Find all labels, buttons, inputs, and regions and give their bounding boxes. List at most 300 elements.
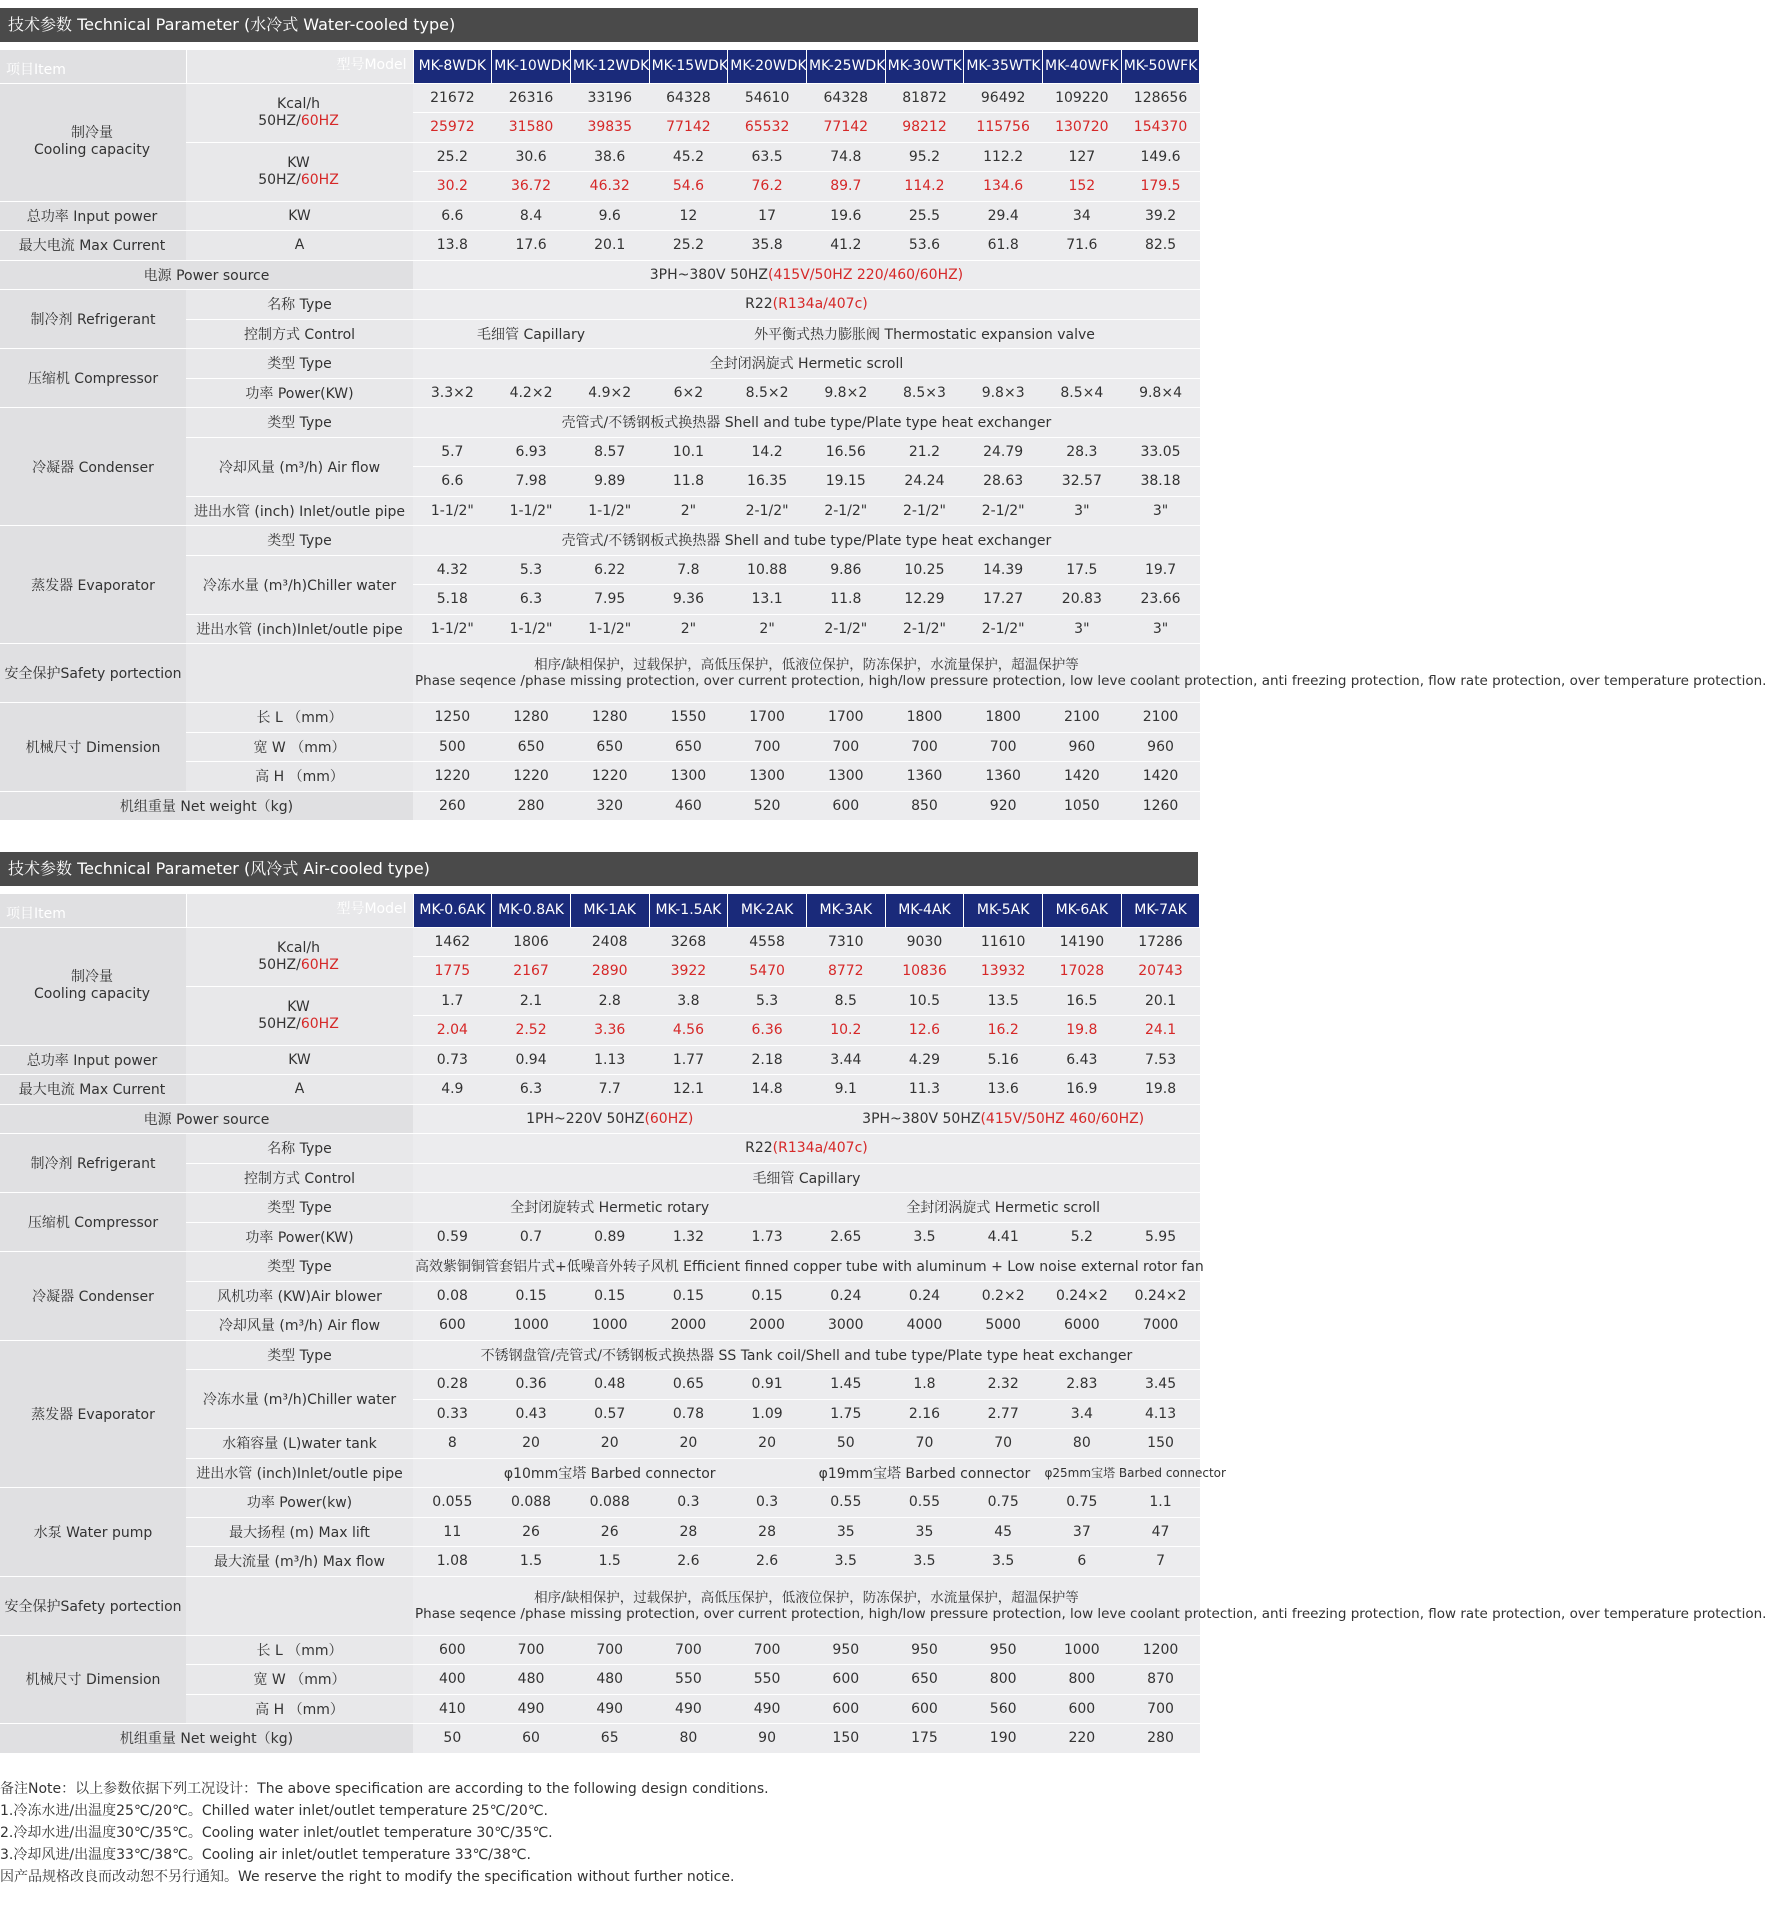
item-header [0, 894, 186, 927]
value-cell: 2100 [1043, 703, 1122, 733]
group-label: 蒸发器 Evaporator [0, 1340, 186, 1488]
value-cell-60hz: 36.72 [492, 172, 571, 202]
value-cell: 64328 [806, 83, 885, 113]
hz50-label: 50HZ/ [258, 112, 301, 129]
value-cell: 12.1 [649, 1075, 728, 1105]
hz50-label: 50HZ/ [258, 1015, 301, 1032]
value-cell: 2100 [1121, 703, 1200, 733]
hz-label [186, 957, 411, 974]
value-cell: 1.1 [1121, 1488, 1200, 1518]
sub-label: 名称 Type [186, 1134, 413, 1164]
hz50-label: 50HZ/ [258, 171, 301, 188]
value-cell: 1000 [1043, 1635, 1122, 1665]
value-cell: 112.2 [964, 142, 1043, 172]
value-cell: 260 [413, 791, 492, 821]
value-cell: 0.59 [413, 1222, 492, 1252]
value-cell: 63.5 [728, 142, 807, 172]
value-cell: 20 [570, 1429, 649, 1459]
power-main: 3PH~380V 50HZ [649, 266, 769, 283]
design-notes [0, 1778, 1190, 1888]
value-cell: 0.3 [728, 1488, 807, 1518]
value-cell: 8.5×4 [1043, 378, 1122, 408]
pump-power-row [0, 1488, 1200, 1518]
value-cell: 600 [806, 791, 885, 821]
value-cell: 600 [806, 1694, 885, 1724]
value-cell: 28.3 [1043, 437, 1122, 467]
value-cell: 19.7 [1121, 555, 1200, 585]
value-cell: 1.45 [806, 1370, 885, 1400]
value-cell: 2408 [570, 927, 649, 957]
value-cell: 0.3 [649, 1488, 728, 1518]
sub-label: 高 H （mm） [186, 762, 413, 792]
value-cell-60hz: 17028 [1043, 957, 1122, 987]
value-cell: 490 [492, 1694, 571, 1724]
model-name: MK-2AK [728, 894, 807, 927]
model-name: MK-30WTK [885, 50, 964, 83]
power2-main: 3PH~380V 50HZ [862, 1110, 981, 1127]
value-cell-60hz: 2.04 [413, 1016, 492, 1046]
value-cell: 0.55 [806, 1488, 885, 1518]
evaporator-type: 不锈钢盘管/壳管式/不锈钢板式换热器 SS Tank coil/Shell and tube type/Plate type heat exchanger [480, 1347, 1133, 1364]
control: 毛细管 Capillary [752, 1170, 861, 1187]
value-cell: 1-1/2" [570, 614, 649, 644]
value-cell: 1220 [570, 762, 649, 792]
model-name: MK-25WDK [806, 50, 885, 83]
pipe-b: φ19mm宝塔 Barbed connector [818, 1465, 1031, 1482]
value-cell: 21.2 [885, 437, 964, 467]
safety-text [413, 644, 1766, 703]
value-cell: 520 [728, 791, 807, 821]
control-value [413, 1163, 1200, 1193]
sub-label: 名称 Type [186, 290, 413, 320]
value-cell: 700 [885, 732, 964, 762]
value-cell: 60 [492, 1724, 571, 1754]
value-cell: 13.1 [728, 585, 807, 615]
value-cell: 17286 [1121, 927, 1200, 957]
value-cell: 1-1/2" [492, 614, 571, 644]
value-cell: 6.3 [492, 1075, 571, 1105]
unit-cell [186, 142, 413, 201]
refrigerant-value [413, 290, 1200, 320]
value-cell: 1550 [649, 703, 728, 733]
power-source-value-3ph [806, 1104, 1199, 1134]
value-cell: 3.5 [806, 1547, 885, 1577]
value-cell: 0.08 [413, 1281, 492, 1311]
weight-row [0, 791, 1200, 821]
value-cell-60hz: 3922 [649, 957, 728, 987]
value-cell: 600 [806, 1665, 885, 1695]
pipe-value-c: φ25mm宝塔 Barbed connector [1043, 1458, 1200, 1488]
value-cell: 0.75 [964, 1488, 1043, 1518]
value-cell: 1700 [728, 703, 807, 733]
value-cell-60hz: 77142 [806, 113, 885, 143]
condenser-type-row [0, 408, 1200, 438]
value-cell: 1.7 [413, 986, 492, 1016]
value-cell: 1.08 [413, 1547, 492, 1577]
compressor-type-row [0, 349, 1200, 379]
value-cell: 35.8 [728, 231, 807, 261]
group-label: 水泵 Water pump [0, 1488, 186, 1577]
value-cell: 24.79 [964, 437, 1043, 467]
unit-cell [186, 986, 413, 1045]
value-cell: 50 [806, 1429, 885, 1459]
value-cell: 17.27 [964, 585, 1043, 615]
value-cell: 1300 [806, 762, 885, 792]
value-cell: 3.4 [1043, 1399, 1122, 1429]
value-cell-60hz: 24.1 [1121, 1016, 1200, 1046]
weight-label: 机组重量 Net weight（kg) [0, 791, 413, 821]
value-cell: 16.5 [1043, 986, 1122, 1016]
value-cell: 19.15 [806, 467, 885, 497]
value-cell: 37 [1043, 1517, 1122, 1547]
model-name: MK-0.6AK [413, 894, 492, 927]
value-cell: 1360 [885, 762, 964, 792]
value-cell: 9.8×2 [806, 378, 885, 408]
value-cell: 0.15 [570, 1281, 649, 1311]
value-cell: 109220 [1043, 83, 1122, 113]
condenser-type: 高效紫铜铜管套铝片式+低噪音外转子风机 Efficient finned copper tube with aluminum + Low noise external rotor fan [415, 1259, 1204, 1276]
model-header [186, 50, 413, 83]
value-cell: 35 [885, 1517, 964, 1547]
sub-label: 类型 Type [186, 1193, 413, 1223]
value-cell-60hz: 30.2 [413, 172, 492, 202]
value-cell: 0.78 [649, 1399, 728, 1429]
value-cell: 2-1/2" [728, 496, 807, 526]
model-header-label: 型号Model [336, 901, 407, 917]
value-cell: 4.32 [413, 555, 492, 585]
value-cell: 7000 [1121, 1311, 1200, 1341]
power-source-row [0, 1104, 1200, 1134]
group-label: 制冷剂 Refrigerant [0, 1134, 186, 1193]
safety-en: Phase seqence /phase missing protection, over current protection, high/low pressure protection, low leve coolant protection, anti freezing protection, flow rate protection, over temperature protection. [415, 1605, 1766, 1622]
value-cell: 20 [728, 1429, 807, 1459]
value-cell: 34 [1043, 201, 1122, 231]
value-cell: 1.75 [806, 1399, 885, 1429]
model-header-label: 型号Model [336, 57, 407, 73]
sub-label: 控制方式 Control [186, 1163, 413, 1193]
value-cell: 7.7 [570, 1075, 649, 1105]
value-cell: 700 [728, 1635, 807, 1665]
value-cell: 9.89 [570, 467, 649, 497]
value-cell: 1.5 [570, 1547, 649, 1577]
unit-label: KW [287, 998, 310, 1015]
value-cell: 38.6 [570, 142, 649, 172]
model-name: MK-8WDK [413, 50, 492, 83]
value-cell: 1220 [492, 762, 571, 792]
value-cell: 1700 [806, 703, 885, 733]
value-cell-60hz: 10836 [885, 957, 964, 987]
value-cell: 19.8 [1121, 1075, 1200, 1105]
value-cell: 1360 [964, 762, 1043, 792]
value-cell: 1300 [728, 762, 807, 792]
value-cell: 2" [649, 496, 728, 526]
refrigerant-alt: (R134a/407c) [772, 1140, 868, 1157]
value-cell: 2.6 [728, 1547, 807, 1577]
value-cell: 870 [1121, 1665, 1200, 1695]
value-cell: 4.9 [413, 1075, 492, 1105]
value-cell: 0.43 [492, 1399, 571, 1429]
cooling-label-en: Cooling capacity [34, 986, 150, 1002]
value-cell-60hz: 98212 [885, 113, 964, 143]
value-cell-60hz: 115756 [964, 113, 1043, 143]
value-cell-60hz: 13932 [964, 957, 1043, 987]
model-name: MK-35WTK [964, 50, 1043, 83]
value-cell: 10.1 [649, 437, 728, 467]
refrigerant-type-row [0, 1134, 1200, 1164]
hz-label [186, 1016, 411, 1033]
model-name: MK-15WDK [649, 50, 728, 83]
value-cell: 5.2 [1043, 1222, 1122, 1252]
value-cell: 0.28 [413, 1370, 492, 1400]
value-cell: 45 [964, 1517, 1043, 1547]
control-b: 外平衡式热力膨胀阀 Thermostatic expansion valve [754, 326, 1095, 343]
sub-label: 风机功率 (KW)Air blower [186, 1281, 413, 1311]
value-cell: 1000 [492, 1311, 571, 1341]
value-cell: 10.88 [728, 555, 807, 585]
group-label: 制冷剂 Refrigerant [0, 290, 186, 349]
value-cell: 2-1/2" [806, 496, 885, 526]
cooling-capacity-label [0, 927, 186, 1045]
sub-label: 功率 Power(kw) [186, 1488, 413, 1518]
value-cell: 53.6 [885, 231, 964, 261]
refrigerant-value [413, 1134, 1200, 1164]
value-cell: 0.73 [413, 1045, 492, 1075]
hz-label [186, 113, 411, 130]
value-cell: 1050 [1043, 791, 1122, 821]
sub-label: 冷冻水量 (m³/h)Chiller water [186, 1370, 413, 1429]
value-cell: 2.77 [964, 1399, 1043, 1429]
group-label: 蒸发器 Evaporator [0, 526, 186, 644]
value-cell: 0.94 [492, 1045, 571, 1075]
cooling-label-cn: 制冷量 [71, 125, 113, 141]
power-source-row [0, 260, 1200, 290]
value-cell-60hz: 65532 [728, 113, 807, 143]
value-cell: 10.25 [885, 555, 964, 585]
sub-label: 类型 Type [186, 1340, 413, 1370]
compressor-type-b: 全封闭涡旋式 Hermetic scroll [906, 1200, 1100, 1217]
power-source-value-1ph [413, 1104, 806, 1134]
value-cell: 1.09 [728, 1399, 807, 1429]
value-cell: 700 [570, 1635, 649, 1665]
value-cell: 13.8 [413, 231, 492, 261]
model-name: MK-4AK [885, 894, 964, 927]
unit-cell: KW [186, 1045, 413, 1075]
value-cell: 480 [492, 1665, 571, 1695]
hz60-label: 60HZ [300, 956, 339, 973]
value-cell: 4.13 [1121, 1399, 1200, 1429]
value-cell: 700 [806, 732, 885, 762]
value-cell: 5.18 [413, 585, 492, 615]
max-current-row [0, 1075, 1200, 1105]
value-cell: 5.95 [1121, 1222, 1200, 1252]
note-line: 因产品规格改良而改动恕不另行通知。We reserve the right to modify the specification without further notice. [0, 1869, 735, 1885]
pipe-value-a [413, 1458, 806, 1488]
sub-label: 冷却风量 (m³/h) Air flow [186, 1311, 413, 1341]
value-cell: 700 [728, 732, 807, 762]
value-cell: 0.65 [649, 1370, 728, 1400]
water-spec-table [0, 50, 1766, 821]
value-cell: 6.3 [492, 585, 571, 615]
row-label: 最大电流 Max Current [0, 231, 186, 261]
air-section-title: 技术参数 Technical Parameter (风冷式 Air-cooled type) [0, 852, 1198, 886]
value-cell: 20.1 [1121, 986, 1200, 1016]
value-cell: 16.56 [806, 437, 885, 467]
value-cell-60hz: 2167 [492, 957, 571, 987]
value-cell: 9030 [885, 927, 964, 957]
value-cell: 39.2 [1121, 201, 1200, 231]
value-cell: 480 [570, 1665, 649, 1695]
value-cell: 1300 [649, 762, 728, 792]
power-alt: (415V/50HZ 220/460/60HZ) [768, 266, 964, 283]
cooling-kcal-row [0, 83, 1200, 113]
power-source-label: 电源 Power source [0, 260, 413, 290]
value-cell: 14.39 [964, 555, 1043, 585]
value-cell: 9.86 [806, 555, 885, 585]
value-cell: 10.5 [885, 986, 964, 1016]
cooling-kcal-row [0, 927, 1200, 957]
value-cell-60hz: 89.7 [806, 172, 885, 202]
value-cell: 5000 [964, 1311, 1043, 1341]
header-row [0, 50, 1200, 83]
value-cell: 7310 [806, 927, 885, 957]
weight-label: 机组重量 Net weight（kg) [0, 1724, 413, 1754]
value-cell: 3" [1043, 614, 1122, 644]
condenser-type: 壳管式/不锈钢板式换热器 Shell and tube type/Plate type heat exchanger [561, 415, 1052, 432]
sub-label: 水箱容量 (L)water tank [186, 1429, 413, 1459]
value-cell: 650 [649, 732, 728, 762]
value-cell: 2.1 [492, 986, 571, 1016]
cooling-label-cn: 制冷量 [71, 969, 113, 985]
value-cell: 0.15 [492, 1281, 571, 1311]
value-cell: 71.6 [1043, 231, 1122, 261]
control-a: 毛细管 Capillary [477, 326, 586, 343]
value-cell: 4.2×2 [492, 378, 571, 408]
item-header-label: 项目Item [6, 905, 66, 922]
model-name: MK-6AK [1043, 894, 1122, 927]
value-cell: 0.15 [649, 1281, 728, 1311]
refrigerant-alt: (R134a/407c) [772, 296, 868, 313]
value-cell: 2-1/2" [885, 496, 964, 526]
compressor-type-row [0, 1193, 1200, 1223]
value-cell: 150 [1121, 1429, 1200, 1459]
hz50-label: 50HZ/ [258, 956, 301, 973]
value-cell: 16.35 [728, 467, 807, 497]
compressor-type-value-a [413, 1193, 806, 1223]
value-cell: 2.8 [570, 986, 649, 1016]
value-cell: 9.6 [570, 201, 649, 231]
value-cell-60hz: 6.36 [728, 1016, 807, 1046]
value-cell: 28 [649, 1517, 728, 1547]
value-cell: 6.6 [413, 467, 492, 497]
control-value-b [649, 319, 1200, 349]
group-label: 压缩机 Compressor [0, 1193, 186, 1252]
value-cell: 32.57 [1043, 467, 1122, 497]
value-cell: 8.57 [570, 437, 649, 467]
value-cell-60hz: 77142 [649, 113, 728, 143]
value-cell: 650 [570, 732, 649, 762]
compressor-type-a: 全封闭旋转式 Hermetic rotary [510, 1200, 710, 1217]
input-power-row [0, 201, 1200, 231]
value-cell-60hz: 4.56 [649, 1016, 728, 1046]
value-cell: 0.24×2 [1121, 1281, 1200, 1311]
value-cell: 220 [1043, 1724, 1122, 1754]
sub-label: 宽 W （mm） [186, 1665, 413, 1695]
value-cell: 700 [649, 1635, 728, 1665]
value-cell: 96492 [964, 83, 1043, 113]
value-cell: 17.5 [1043, 555, 1122, 585]
value-cell: 54610 [728, 83, 807, 113]
value-cell: 50 [413, 1724, 492, 1754]
value-cell: 20.83 [1043, 585, 1122, 615]
value-cell: 5.3 [492, 555, 571, 585]
value-cell: 6.93 [492, 437, 571, 467]
sub-label: 控制方式 Control [186, 319, 413, 349]
value-cell: 2.16 [885, 1399, 964, 1429]
value-cell: 700 [964, 732, 1043, 762]
condenser-type-value [413, 1252, 1204, 1282]
value-cell: 960 [1121, 732, 1200, 762]
value-cell: 7.98 [492, 467, 571, 497]
value-cell: 38.18 [1121, 467, 1200, 497]
value-cell-60hz: 179.5 [1121, 172, 1200, 202]
value-cell: 1.32 [649, 1222, 728, 1252]
value-cell: 920 [964, 791, 1043, 821]
value-cell: 600 [413, 1635, 492, 1665]
item-header [0, 50, 186, 83]
value-cell: 1250 [413, 703, 492, 733]
value-cell: 6.22 [570, 555, 649, 585]
value-cell: 190 [964, 1724, 1043, 1754]
group-label: 压缩机 Compressor [0, 349, 186, 408]
value-cell: 2-1/2" [885, 614, 964, 644]
value-cell: 1200 [1121, 1635, 1200, 1665]
value-cell: 45.2 [649, 142, 728, 172]
value-cell-60hz: 8772 [806, 957, 885, 987]
value-cell: 47 [1121, 1517, 1200, 1547]
value-cell: 33196 [570, 83, 649, 113]
value-cell: 33.05 [1121, 437, 1200, 467]
value-cell: 61.8 [964, 231, 1043, 261]
model-name: MK-3AK [806, 894, 885, 927]
value-cell: 11610 [964, 927, 1043, 957]
value-cell: 4.9×2 [570, 378, 649, 408]
value-cell: 3" [1043, 496, 1122, 526]
value-cell: 65 [570, 1724, 649, 1754]
value-cell: 490 [649, 1694, 728, 1724]
value-cell: 9.8×3 [964, 378, 1043, 408]
value-cell: 0.24×2 [1043, 1281, 1122, 1311]
value-cell: 600 [885, 1694, 964, 1724]
value-cell: 13.5 [964, 986, 1043, 1016]
value-cell: 950 [885, 1635, 964, 1665]
value-cell: 150 [806, 1724, 885, 1754]
power-source-label: 电源 Power source [0, 1104, 413, 1134]
value-cell-60hz: 3.36 [570, 1016, 649, 1046]
value-cell: 600 [1043, 1694, 1122, 1724]
value-cell: 17.6 [492, 231, 571, 261]
value-cell: 6.6 [413, 201, 492, 231]
value-cell: 0.055 [413, 1488, 492, 1518]
value-cell: 7.53 [1121, 1045, 1200, 1075]
group-label: 机械尺寸 Dimension [0, 703, 186, 792]
value-cell: 550 [728, 1665, 807, 1695]
sub-label: 类型 Type [186, 349, 413, 379]
refrigerant-main: R22 [745, 1140, 773, 1157]
empty-cell [186, 644, 413, 703]
value-cell: 3268 [649, 927, 728, 957]
value-cell: 26 [570, 1517, 649, 1547]
model-name: MK-1AK [570, 894, 649, 927]
